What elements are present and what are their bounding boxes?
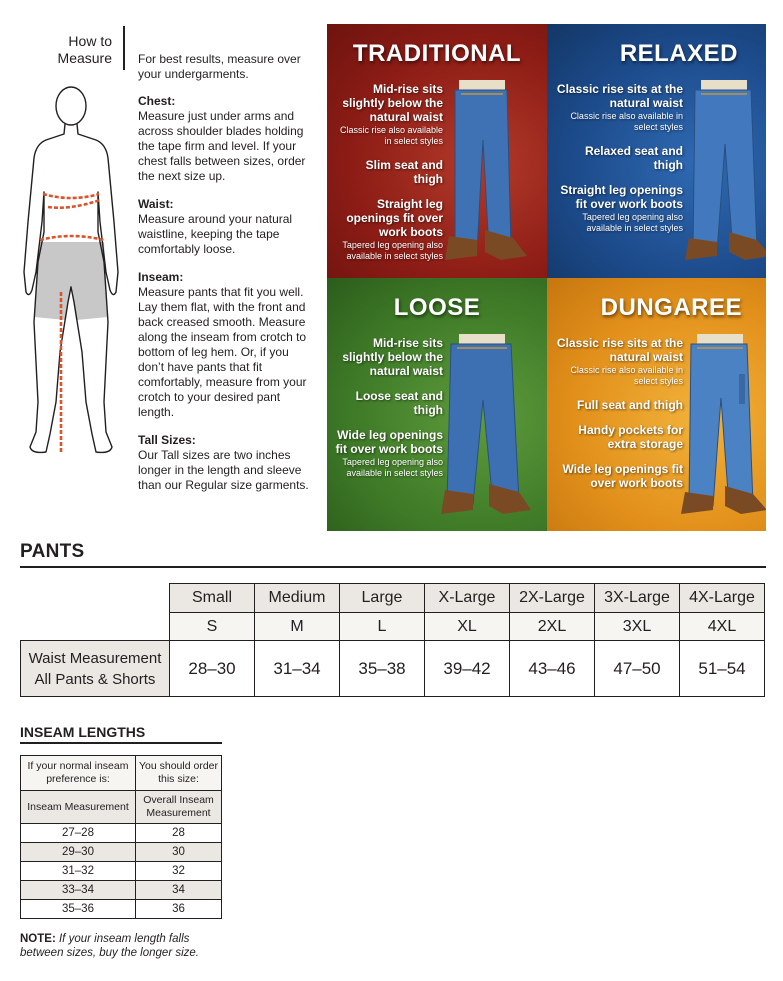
size-code-cell: M xyxy=(255,613,340,641)
inseam-header-row xyxy=(21,756,222,791)
inseam-pref-cell: 27–28 xyxy=(21,824,136,843)
note-label: NOTE: xyxy=(20,933,56,945)
fit-features xyxy=(553,336,683,501)
fit-panel-dungaree xyxy=(547,278,766,531)
inseam-row xyxy=(21,862,222,881)
fit-panel-relaxed xyxy=(547,24,766,278)
fit-title: TRADITIONAL xyxy=(352,40,522,67)
size-header-cell: Medium xyxy=(255,584,340,613)
inseam-order-cell: 30 xyxy=(136,843,222,862)
feature-sub: Classic rise also available in select styles xyxy=(570,365,683,386)
feature-main: Handy pockets for extra storage xyxy=(578,423,683,451)
waist-row-label xyxy=(21,641,170,697)
inseam-text: Measure pants that fit you well. Lay them flat, with the front and back creased smooth. Measure along the inseam from crotch to bottom of leg hem. Or, if you don’t have pants that fit comfortably, measure from your crotch to your desired pant length. xyxy=(138,285,307,419)
size-header-cell: Small xyxy=(170,584,255,613)
chest-heading: Chest: xyxy=(138,94,176,108)
fit-panel-traditional xyxy=(327,24,547,278)
note-text: If your inseam length falls between sizes, buy the longer size. xyxy=(20,933,199,959)
how-to-measure-title-line2: Measure xyxy=(57,50,112,66)
size-name-row xyxy=(21,584,765,613)
fit-panel-loose xyxy=(327,278,547,531)
feature-sub: Tapered leg opening also available in select styles xyxy=(342,457,443,478)
fit-feature xyxy=(553,423,683,451)
inseam-col1-subheader: Inseam Measurement xyxy=(21,791,136,824)
inseam-pref-cell: 31–32 xyxy=(21,862,136,881)
fit-feature xyxy=(335,158,443,186)
waist-value-cell: 43–46 xyxy=(510,641,595,697)
fit-feature xyxy=(335,82,443,147)
feature-main: Full seat and thigh xyxy=(576,398,683,412)
inseam-col2-header: You should order this size: xyxy=(136,756,222,791)
inseam-pref-cell: 35–36 xyxy=(21,900,136,919)
waist-value-cell: 51–54 xyxy=(680,641,765,697)
fit-features xyxy=(553,82,683,245)
waist-value-cell: 39–42 xyxy=(425,641,510,697)
pants-divider xyxy=(20,566,766,568)
inseam-order-cell: 28 xyxy=(136,824,222,843)
size-code-cell: XL xyxy=(425,613,510,641)
size-code-cell: 4XL xyxy=(680,613,765,641)
waist-value-cell: 47–50 xyxy=(595,641,680,697)
fit-feature xyxy=(553,336,683,387)
instructions-intro: For best results, measure over your undergarments. xyxy=(138,52,301,81)
inseam-row xyxy=(21,824,222,843)
fit-feature xyxy=(553,398,683,412)
pants-heading: PANTS xyxy=(20,541,85,562)
inseam-heading: Inseam: xyxy=(138,270,184,284)
inseam-divider xyxy=(20,742,222,744)
feature-main: Mid-rise sits slightly below the natural waist xyxy=(342,82,443,124)
feature-main: Mid-rise sits slightly below the natural waist xyxy=(342,336,443,378)
fit-feature xyxy=(553,82,683,133)
body-figure-illustration xyxy=(16,82,126,472)
waist-row-label-line2: All Pants & Shorts xyxy=(34,670,156,688)
measuring-instructions xyxy=(138,52,318,506)
tall-sizes-heading: Tall Sizes: xyxy=(138,433,196,447)
fit-title: LOOSE xyxy=(393,294,481,321)
pants-size-table xyxy=(20,583,765,697)
waist-value-cell: 31–34 xyxy=(255,641,340,697)
feature-main: Straight leg openings fit over work boots xyxy=(560,183,683,211)
waist-row xyxy=(21,641,765,697)
inseam-order-cell: 32 xyxy=(136,862,222,881)
waist-text: Measure around your natural waistline, keeping the tape comfortably loose. xyxy=(138,212,293,256)
jeans-dungaree-image xyxy=(679,334,766,526)
waist-value-cell: 35–38 xyxy=(340,641,425,697)
jeans-relaxed-image xyxy=(683,80,766,272)
waist-heading: Waist: xyxy=(138,197,174,211)
feature-sub: Classic rise also available in select styles xyxy=(570,111,683,132)
empty-cell xyxy=(21,613,170,641)
jeans-traditional-image xyxy=(441,80,541,272)
feature-sub: Classic rise also available in select styles xyxy=(339,125,443,146)
feature-main: Classic rise sits at the natural waist xyxy=(556,82,683,110)
size-header-cell: 4X-Large xyxy=(680,584,765,613)
inseam-order-cell: 34 xyxy=(136,881,222,900)
waist-row-label-line1: Waist Measurement xyxy=(28,649,162,667)
fit-panels xyxy=(327,24,766,531)
inseam-subheader-row xyxy=(21,791,222,824)
inseam-row xyxy=(21,900,222,919)
fit-feature xyxy=(553,144,683,172)
waist-value-cell: 28–30 xyxy=(170,641,255,697)
jeans-loose-image xyxy=(441,334,541,526)
size-header-cell: 3X-Large xyxy=(595,584,680,613)
chest-instructions xyxy=(138,94,318,184)
feature-sub: Tapered leg opening also available in select styles xyxy=(582,212,683,233)
fit-title: RELAXED xyxy=(619,40,738,67)
inseam-note xyxy=(20,932,220,960)
inseam-row xyxy=(21,881,222,900)
feature-main: Straight leg openings fit over work boots xyxy=(346,197,443,239)
inseam-col1-header: If your normal inseam preference is: xyxy=(21,756,136,791)
size-code-cell: S xyxy=(170,613,255,641)
feature-main: Relaxed seat and thigh xyxy=(584,144,683,172)
feature-sub: Tapered leg opening also available in select styles xyxy=(342,240,443,261)
inseam-pref-cell: 29–30 xyxy=(21,843,136,862)
inseam-table xyxy=(20,755,222,919)
inseam-row xyxy=(21,843,222,862)
tall-sizes-text: Our Tall sizes are two inches longer in the length and sleeve than our Regular size garments. xyxy=(138,448,309,492)
size-code-cell: L xyxy=(340,613,425,641)
fit-feature xyxy=(553,183,683,234)
inseam-col2-subheader: Overall Inseam Measurement xyxy=(136,791,222,824)
fit-features xyxy=(335,82,443,273)
feature-main: Wide leg openings fit over work boots xyxy=(335,428,443,456)
fit-feature xyxy=(335,428,443,479)
waist-instructions xyxy=(138,197,318,257)
fit-feature xyxy=(553,462,683,490)
chest-text: Measure just under arms and across shoulder blades holding the tape firm and level. If your chest falls between sizes, order the next size up. xyxy=(138,109,306,183)
empty-cell xyxy=(21,584,170,613)
fit-feature xyxy=(335,197,443,262)
feature-main: Classic rise sits at the natural waist xyxy=(556,336,683,364)
how-to-measure-title xyxy=(20,33,112,67)
size-header-cell: X-Large xyxy=(425,584,510,613)
tall-sizes-instructions xyxy=(138,433,318,493)
size-code-cell: 3XL xyxy=(595,613,680,641)
title-divider xyxy=(123,26,125,70)
fit-features xyxy=(335,336,443,490)
feature-main: Slim seat and thigh xyxy=(365,158,443,186)
inseam-pref-cell: 33–34 xyxy=(21,881,136,900)
fit-title: DUNGAREE xyxy=(600,294,742,321)
size-header-cell: Large xyxy=(340,584,425,613)
fit-feature xyxy=(335,336,443,378)
feature-main: Wide leg openings fit over work boots xyxy=(562,462,683,490)
inseam-instructions xyxy=(138,270,318,420)
size-code-cell: 2XL xyxy=(510,613,595,641)
feature-main: Loose seat and thigh xyxy=(355,389,443,417)
fit-feature xyxy=(335,389,443,417)
size-header-cell: 2X-Large xyxy=(510,584,595,613)
inseam-lengths-heading: INSEAM LENGTHS xyxy=(20,724,146,740)
how-to-measure-title-line1: How to xyxy=(68,33,112,49)
inseam-order-cell: 36 xyxy=(136,900,222,919)
size-code-row xyxy=(21,613,765,641)
